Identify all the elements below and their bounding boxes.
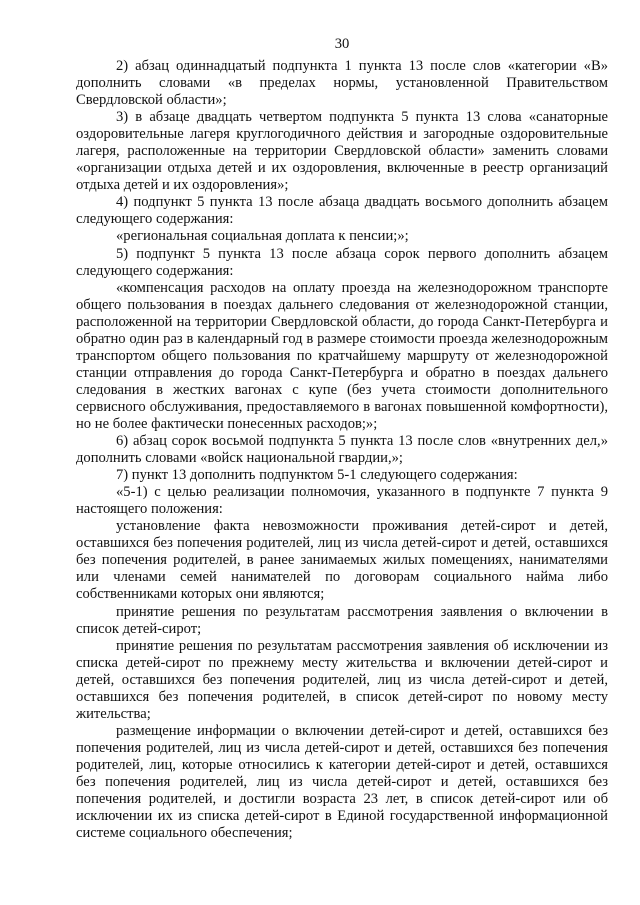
document-body [76, 58, 608, 842]
paragraph: 7) пункт 13 дополнить подпунктом 5-1 следующего содержания: [116, 467, 518, 484]
paragraph: 6) абзац сорок восьмой подпункта 5 пункта 13 после слов «внутренних дел,» дополнить словами «войск национальной гвардии,»; [76, 433, 608, 467]
paragraph: принятие решения по результатам рассмотрения заявления о включении в список детей-сирот; [76, 603, 608, 637]
paragraph: установление факта невозможности проживания детей-сирот и детей, оставшихся без попечения родителей, лиц из числа детей-сирот и детей, оставшихся без попечения родителей, в ранее занимаемых жилых помещениях, нанимателями или членами семей нанимателей по договорам социального найма либо собственниками которых они являются; [76, 518, 608, 603]
paragraph: 5) подпункт 5 пункта 13 после абзаца сорок первого дополнить абзацем следующего содержания: [76, 245, 608, 279]
paragraph: принятие решения по результатам рассмотрения заявления об исключении из списка детей-сирот по прежнему месту жительства и включении детей-сирот и детей, оставшихся без попечения родителей, лиц из числа детей-сирот и детей, оставшихся без попечения родителей, в список детей-сирот по новому месту жительства; [76, 637, 608, 722]
document-page [76, 36, 608, 842]
paragraph: «региональная социальная доплата к пенсии;»; [116, 228, 409, 245]
paragraph: 3) в абзаце двадцать четвертом подпункта 5 пункта 13 слова «санаторные оздоровительные лагеря круглогодичного действия и загородные оздоровительные лагеря, расположенные на территории Свердловской области» заменить словами «организации отдыха детей и их оздоровления, включенные в реестр организаций отдыха детей и их оздоровления»; [76, 109, 608, 194]
paragraph: 4) подпункт 5 пункта 13 после абзаца двадцать восьмого дополнить абзацем следующего содержания: [76, 194, 608, 228]
paragraph: «компенсация расходов на оплату проезда на железнодорожном транспорте общего пользования в поездах дальнего следования от железнодорожной станции, расположенной на территории Свердловской области, до города Санкт-Петербурга и обратно один раз в календарный год в размере стоимости проезда железнодорожным транспортом общего пользования по кратчайшему маршруту от железнодорожной станции отправления до города Санкт-Петербурга и обратно в поездах дальнего следования в жестких вагонах с купе (без учета стоимости дополнительного сервисного обслуживания, предоставляемого в вагонах повышенной комфортности), но не более фактически понесенных расходов;»; [76, 279, 608, 432]
paragraph: «5-1) с целью реализации полномочия, указанного в подпункте 7 пункта 9 настоящего положения: [76, 484, 608, 518]
paragraph: размещение информации о включении детей-сирот и детей, оставшихся без попечения родителей, лиц из числа детей-сирот и детей, оставшихся без попечения родителей, лиц, которые относились к категории детей-сирот и детей, оставшихся без попечения родителей, лиц из числа детей-сирот и детей, оставшихся без попечения родителей, и достигли возраста 23 лет, в список детей-сирот или об исключении их из списка детей-сирот в Единой государственной информационной системе социального обеспечения; [76, 722, 608, 842]
paragraph: 2) абзац одиннадцатый подпункта 1 пункта 13 после слов «категории «В» дополнить словами «в пределах нормы, установленной Правительством Свердловской области»; [76, 58, 608, 109]
page-number: 30 [334, 36, 350, 52]
